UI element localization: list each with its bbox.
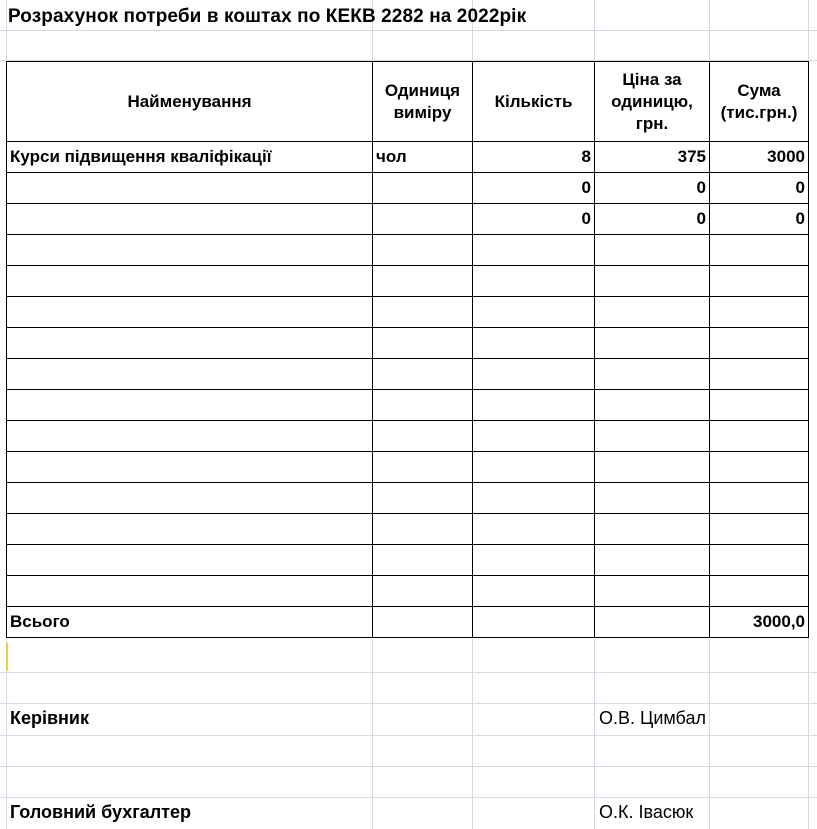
table-cell[interactable] (595, 545, 710, 576)
table-cell[interactable] (595, 576, 710, 607)
table-cell[interactable] (710, 390, 809, 421)
table-cell[interactable] (710, 576, 809, 607)
table-cell[interactable] (373, 483, 473, 514)
table-cell[interactable]: 0 (595, 173, 710, 204)
table-cell[interactable] (595, 421, 710, 452)
total-sum[interactable]: 3000,0 (710, 607, 809, 638)
total-label[interactable]: Всього (7, 607, 373, 638)
table-row (7, 576, 809, 607)
table-cell[interactable] (710, 483, 809, 514)
table-cell[interactable] (473, 576, 595, 607)
table-cell[interactable]: чол (373, 142, 473, 173)
table-row (7, 173, 809, 204)
table-cell[interactable] (473, 235, 595, 266)
table-cell[interactable] (473, 483, 595, 514)
table-cell[interactable] (473, 390, 595, 421)
header-unit[interactable]: Одиниця виміру (373, 62, 473, 142)
table-row (7, 421, 809, 452)
table-cell[interactable] (373, 328, 473, 359)
table-cell[interactable]: 375 (595, 142, 710, 173)
director-name: О.В. Цимбал (599, 708, 706, 728)
table-cell[interactable] (595, 297, 710, 328)
table-row (7, 235, 809, 266)
table-cell[interactable] (710, 452, 809, 483)
table-cell[interactable] (7, 483, 373, 514)
table-cell[interactable] (373, 576, 473, 607)
table-cell[interactable] (473, 607, 595, 638)
table-cell[interactable] (473, 266, 595, 297)
table-cell[interactable] (595, 390, 710, 421)
table-cell[interactable] (7, 173, 373, 204)
table-cell[interactable]: Курси підвищення кваліфікації (7, 142, 373, 173)
table-cell[interactable] (473, 359, 595, 390)
table-cell[interactable] (373, 545, 473, 576)
table-row (7, 328, 809, 359)
table-cell[interactable] (710, 421, 809, 452)
header-name[interactable]: Найменування (7, 62, 373, 142)
table-row (7, 359, 809, 390)
table-cell[interactable] (7, 297, 373, 328)
table-cell[interactable] (710, 545, 809, 576)
table-row (7, 545, 809, 576)
table-cell[interactable] (595, 514, 710, 545)
table-cell[interactable] (595, 328, 710, 359)
table-cell[interactable]: 0 (710, 204, 809, 235)
table-cell[interactable] (473, 452, 595, 483)
active-cell-marker (6, 643, 8, 671)
table-cell[interactable] (7, 421, 373, 452)
table-row (7, 514, 809, 545)
table-cell[interactable] (7, 235, 373, 266)
table-cell[interactable] (473, 514, 595, 545)
table-row (7, 266, 809, 297)
table-cell[interactable] (7, 390, 373, 421)
table-row (7, 297, 809, 328)
table-cell[interactable] (473, 545, 595, 576)
header-unit-price[interactable]: Ціна за одиницю, грн. (595, 62, 710, 142)
table-cell[interactable] (373, 266, 473, 297)
document-title: Розрахунок потреби в коштах по КЕКВ 2282 на 2022рік (8, 6, 527, 27)
table-cell[interactable] (710, 328, 809, 359)
table-cell[interactable]: 0 (473, 173, 595, 204)
total-row (7, 607, 809, 638)
table-header-row (7, 62, 809, 142)
table-cell[interactable] (7, 266, 373, 297)
table-cell[interactable]: 0 (710, 173, 809, 204)
header-sum[interactable]: Сума (тис.грн.) (710, 62, 809, 142)
table-cell[interactable] (7, 576, 373, 607)
table-cell[interactable]: 0 (595, 204, 710, 235)
table-cell[interactable] (710, 235, 809, 266)
table-row (7, 452, 809, 483)
table-cell[interactable] (373, 173, 473, 204)
table-cell[interactable] (710, 359, 809, 390)
table-cell[interactable]: 3000 (710, 142, 809, 173)
chief-accountant-name: О.К. Івасюк (599, 802, 694, 822)
table-cell[interactable] (710, 266, 809, 297)
table-cell[interactable] (373, 297, 473, 328)
table-cell[interactable] (595, 266, 710, 297)
table-cell[interactable] (473, 297, 595, 328)
table-cell[interactable]: 8 (473, 142, 595, 173)
calculation-table (6, 61, 809, 638)
table-cell[interactable] (595, 359, 710, 390)
table-cell[interactable] (710, 514, 809, 545)
table-cell[interactable] (373, 390, 473, 421)
table-cell[interactable] (7, 204, 373, 235)
table-cell[interactable] (595, 452, 710, 483)
table-cell[interactable] (373, 359, 473, 390)
chief-accountant-label: Головний бухгалтер (10, 802, 192, 822)
director-label: Керівник (10, 708, 90, 728)
table-cell[interactable] (7, 452, 373, 483)
table-cell[interactable] (373, 607, 473, 638)
table-cell[interactable] (373, 514, 473, 545)
table-cell[interactable] (7, 328, 373, 359)
table-cell[interactable] (473, 421, 595, 452)
table-row (7, 483, 809, 514)
table-cell[interactable] (373, 421, 473, 452)
header-quantity[interactable]: Кількість (473, 62, 595, 142)
table-cell[interactable] (373, 452, 473, 483)
table-cell[interactable]: 0 (473, 204, 595, 235)
table-cell[interactable] (710, 297, 809, 328)
table-cell[interactable] (595, 235, 710, 266)
table-cell[interactable] (7, 514, 373, 545)
table-row (7, 142, 809, 173)
table-cell[interactable] (473, 328, 595, 359)
table-row (7, 204, 809, 235)
table-row (7, 390, 809, 421)
table-cell[interactable] (373, 235, 473, 266)
table-cell[interactable] (595, 483, 710, 514)
table-cell[interactable] (7, 545, 373, 576)
table-cell[interactable] (373, 204, 473, 235)
table-cell[interactable] (595, 607, 710, 638)
table-cell[interactable] (7, 359, 373, 390)
